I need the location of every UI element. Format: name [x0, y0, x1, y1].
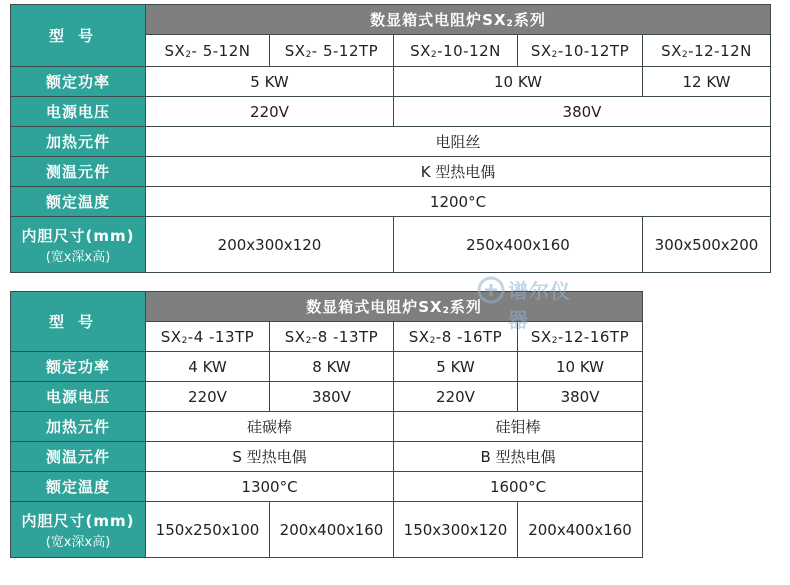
voltage-label: 电源电压	[11, 382, 146, 412]
voltage-value: 380V	[518, 382, 643, 412]
thermo-value: B 型热电偶	[394, 442, 643, 472]
temp-value: 1200°C	[146, 187, 771, 217]
voltage-value: 220V	[146, 97, 394, 127]
voltage-value: 380V	[270, 382, 394, 412]
series-title: 数显箱式电阻炉$SX_2$系列	[146, 292, 643, 322]
temp-value: 1600°C	[394, 472, 643, 502]
size-value: 300x500x200	[643, 217, 771, 273]
company-logo-icon	[476, 275, 506, 309]
power-label: 额定功率	[11, 352, 146, 382]
heating-label: 加热元件	[11, 412, 146, 442]
power-value: 10 KW	[518, 352, 643, 382]
voltage-value: 380V	[394, 97, 771, 127]
voltage-value: 220V	[394, 382, 518, 412]
thermo-value: K 型热电偶	[146, 157, 771, 187]
size-value: 250x400x160	[394, 217, 643, 273]
model-cell: $SX_2-10-12N$	[394, 35, 518, 67]
heating-label: 加热元件	[11, 127, 146, 157]
model-cell: $SX_2-8$ -16TP	[394, 322, 518, 352]
model-label: 型号	[11, 292, 146, 352]
heating-value: 硅钼棒	[394, 412, 643, 442]
model-cell: $SX_2-$ 5-12TP	[270, 35, 394, 67]
power-value: 12 KW	[643, 67, 771, 97]
size-value: 150x250x100	[146, 502, 270, 558]
power-value: 5 KW	[146, 67, 394, 97]
size-value: 200x400x160	[518, 502, 643, 558]
size-label: 内胆尺寸(mm) (宽x深x高)	[11, 217, 146, 273]
thermo-label: 测温元件	[11, 442, 146, 472]
temp-label: 额定温度	[11, 187, 146, 217]
heating-value: 硅碳棒	[146, 412, 394, 442]
model-cell: $SX_2-12-12N$	[643, 35, 771, 67]
watermark-text: 谱尔仪器	[508, 279, 571, 332]
model-label: 型号	[11, 5, 146, 67]
thermo-label: 测温元件	[11, 157, 146, 187]
size-value: 200x300x120	[146, 217, 394, 273]
voltage-value: 220V	[146, 382, 270, 412]
power-value: 5 KW	[394, 352, 518, 382]
model-cell: $SX_2-8$ -13TP	[270, 322, 394, 352]
model-cell: $SX_2-10-12TP$	[518, 35, 643, 67]
watermark	[474, 271, 584, 332]
size-label: 内胆尺寸(mm) (宽x深x高)	[11, 502, 146, 558]
model-cell: $SX_2-$ 5-12N	[146, 35, 270, 67]
power-value: 4 KW	[146, 352, 270, 382]
model-cell: $SX_2-12-16TP$	[518, 322, 643, 352]
thermo-value: S 型热电偶	[146, 442, 394, 472]
voltage-label: 电源电压	[11, 97, 146, 127]
spec-table-1	[10, 4, 771, 273]
power-value: 8 KW	[270, 352, 394, 382]
power-label: 额定功率	[11, 67, 146, 97]
power-value: 10 KW	[394, 67, 643, 97]
size-value: 150x300x120	[394, 502, 518, 558]
series-title: 数显箱式电阻炉$SX_2$系列	[146, 5, 771, 35]
temp-value: 1300°C	[146, 472, 394, 502]
size-value: 200x400x160	[270, 502, 394, 558]
model-cell: $SX_2-4$ -13TP	[146, 322, 270, 352]
temp-label: 额定温度	[11, 472, 146, 502]
heating-value: 电阻丝	[146, 127, 771, 157]
